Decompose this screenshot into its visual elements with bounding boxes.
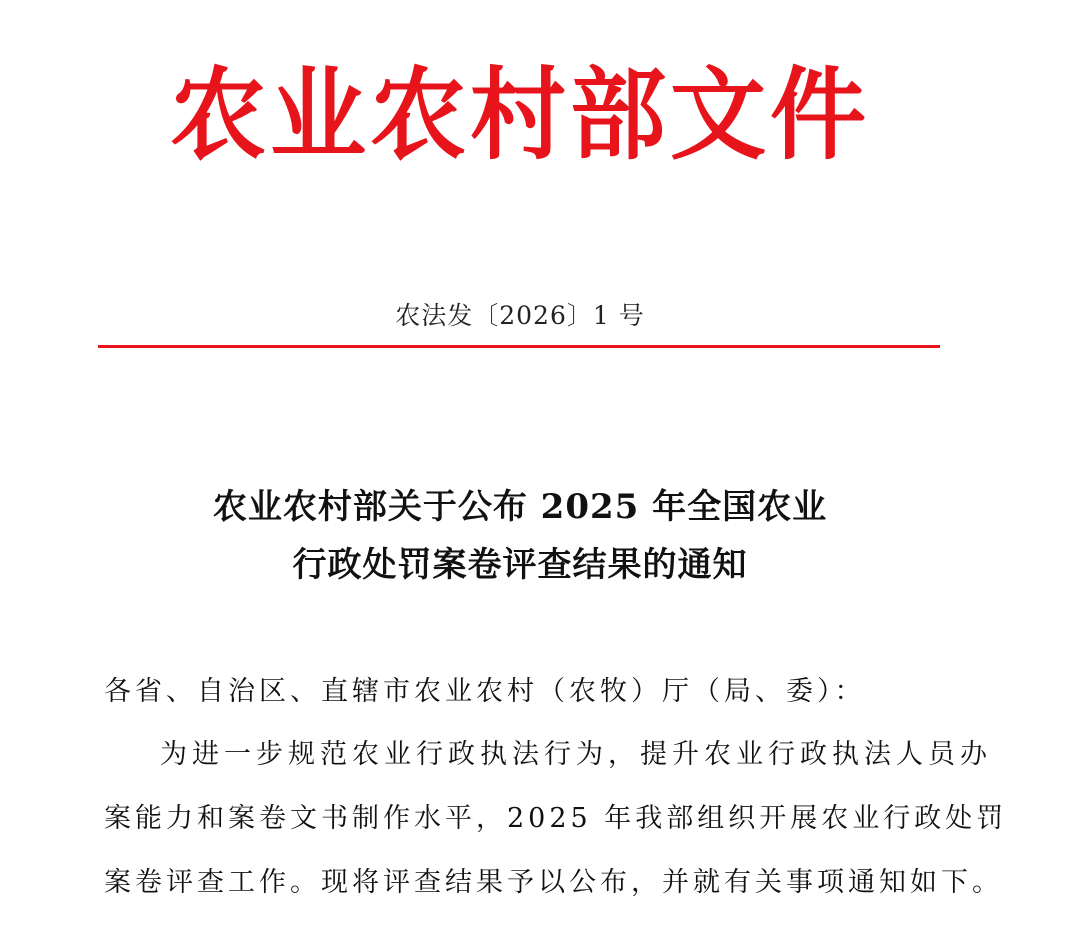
document-number: 农法发〔2026〕1 号	[395, 301, 645, 330]
paragraph-line-1: 为进一步规范农业行政执法行为，提升农业行政执法人员办	[160, 739, 992, 770]
paragraph-line-3: 案卷评查工作。现将评查结果予以公布，并就有关事项通知如下。	[104, 867, 1003, 898]
notice-title	[0, 478, 1040, 594]
salutation: 各省、自治区、直辖市农业农村（农牧）厅（局、委）：	[104, 676, 866, 707]
red-separator-line	[98, 345, 940, 348]
notice-title-line-1: 农业农村部关于公布 2025 年全国农业	[212, 487, 828, 527]
document-header-title: 农业农村部文件	[170, 55, 870, 174]
paragraph-line-2: 案能力和案卷文书制作水平，2025 年我部组织开展农业行政处罚	[104, 803, 1008, 834]
notice-title-line-2: 行政处罚案卷评查结果的通知	[292, 545, 748, 585]
